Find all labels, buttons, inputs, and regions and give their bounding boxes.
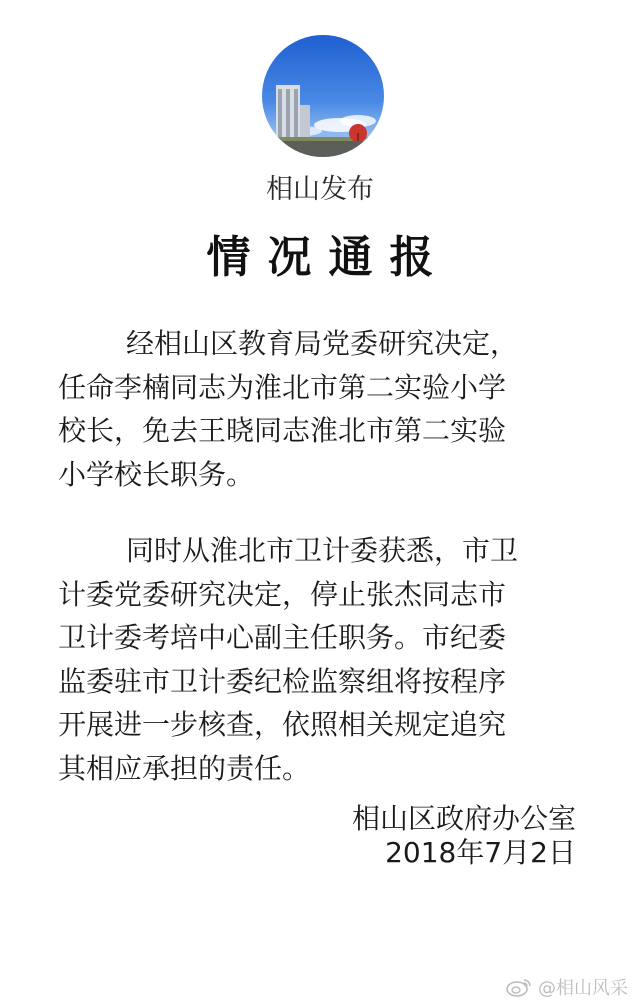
paragraph-line: 同时从淮北市卫计委获悉，市卫 [126, 534, 519, 567]
weibo-icon [506, 977, 532, 997]
paragraph-line: 监委驻市卫计委纪检监察组将按程序 [58, 664, 507, 698]
city-skyline-avatar-icon [262, 35, 384, 157]
account-name[interactable]: 相山发布 [266, 174, 374, 205]
watermark-text: @相山风采 [538, 978, 628, 999]
paragraph-line: 小学校长职务。 [58, 457, 255, 491]
account-avatar[interactable] [262, 35, 384, 157]
paragraph-line: 经相山区教育局党委研究决定， [126, 327, 519, 360]
paragraph-line: 其相应承担的责任。 [58, 751, 311, 785]
paragraph-line: 开展进一步核查，依照相关规定追究 [58, 708, 507, 741]
signature-block [352, 802, 576, 870]
notice-paragraph-1 [58, 322, 618, 496]
notice-paragraph-2 [58, 529, 618, 790]
issuer-name: 相山区政府办公室 [351, 802, 576, 835]
issue-date: 2018年7月2日 [385, 836, 576, 869]
paragraph-line: 卫计委考培中心副主任职务。市纪委 [58, 621, 507, 654]
paragraph-line: 计委党委研究决定，停止张杰同志市 [58, 577, 507, 611]
notice-title: 情况通报 [206, 232, 451, 283]
paragraph-line: 校长，免去王晓同志淮北市第二实验 [58, 414, 507, 447]
watermark [506, 974, 628, 1000]
paragraph-line: 任命李楠同志为淮北市第二实验小学 [58, 370, 507, 404]
